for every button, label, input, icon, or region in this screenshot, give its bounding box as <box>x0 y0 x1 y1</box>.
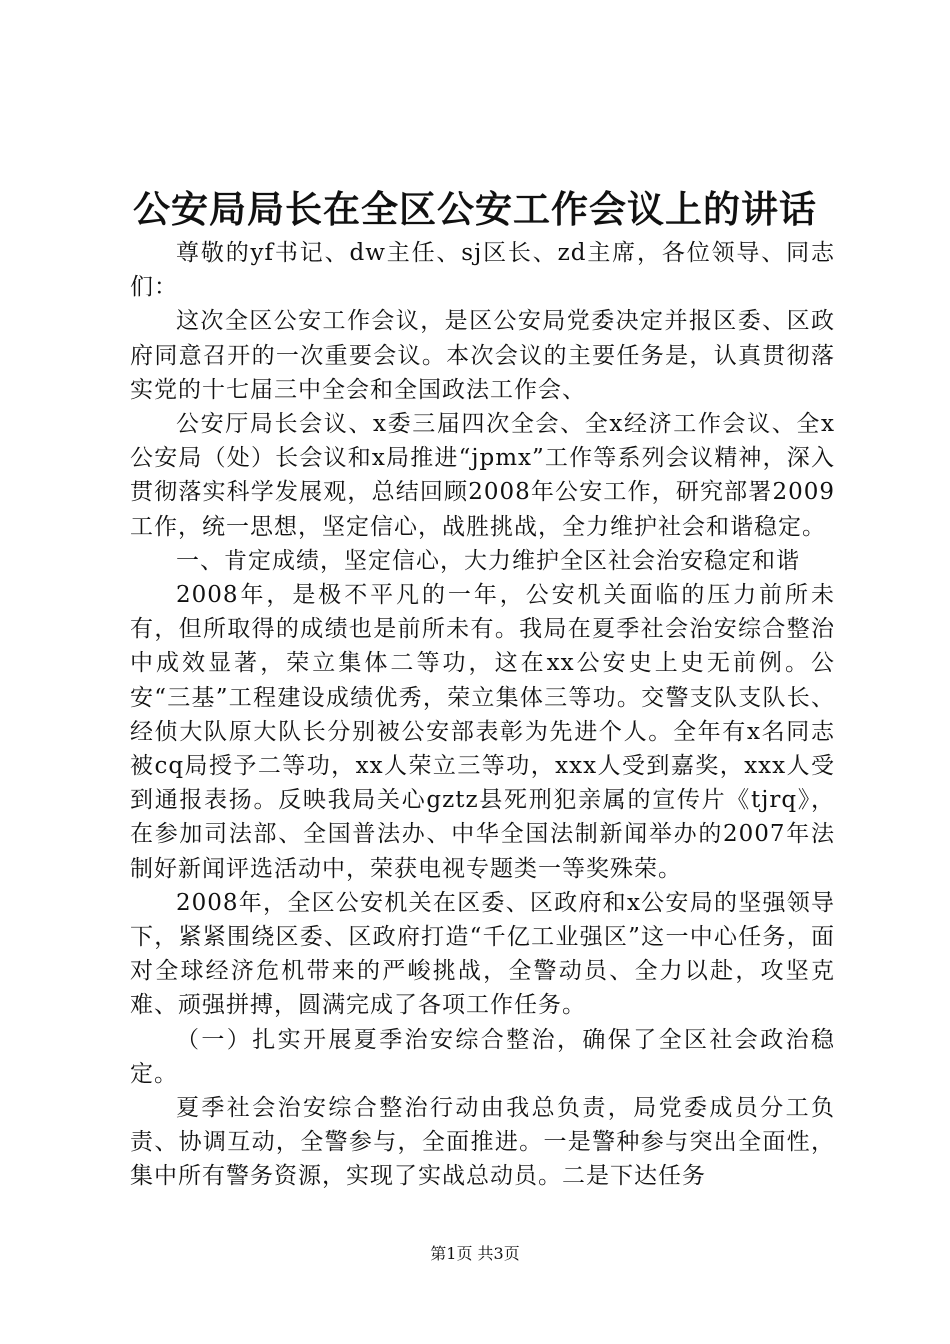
document-title: 公安局局长在全区公安工作会议上的讲话 <box>133 187 817 231</box>
page-footer: 第1页 共3页 <box>430 1244 520 1263</box>
section-heading: 一、肯定成绩，坚定信心，大力维护全区社会治安稳定和谐 <box>176 547 800 574</box>
body-paragraph: 这次全区公安工作会议，是区公安局党委决定并报区委、区政府同意召开的一次重要会议。本次会议的主要任务是，认真贯彻落实党的十七届三中全会和全国政法工作会、 <box>130 308 835 403</box>
document-body <box>130 236 835 1194</box>
body-paragraph: 2008年，是极不平凡的一年，公安机关面临的压力前所未有，但所取得的成绩也是前所未有。我局在夏季社会治安综合整治中成效显著，荣立集体二等功，这在xx公安史上史无前例。公安“三基”工程建设成绩优秀，荣立集体三等功。交警支队支队长、经侦大队原大队长分别被公安部表彰为先进个人。全年有x名同志被cq局授予二等功，xx人荣立三等功，xxx人受到嘉奖，xxx人受到通报表扬。反映我局关心gztz县死刑犯亲属的宣传片《tjrq》，在参加司法部、全国普法办、中华全国法制新闻举办的2007年法制好新闻评选活动中，荣获电视专题类一等奖殊荣。 <box>130 582 835 882</box>
body-paragraph: 夏季社会治安综合整治行动由我总负责，局党委成员分工负责、协调互动，全警参与，全面推进。一是警种参与突出全面性，集中所有警务资源，实现了实战总动员。二是下达任务 <box>130 1095 835 1190</box>
subsection-heading: （一）扎实开展夏季治安综合整治，确保了全区社会政治稳定。 <box>130 1026 835 1087</box>
salutation-paragraph: 尊敬的yf书记、dw主任、sj区长、zd主席，各位领导、同志们： <box>130 240 835 301</box>
body-paragraph: 2008年，全区公安机关在区委、区政府和x公安局的坚强领导下，紧紧围绕区委、区政府打造“千亿工业强区”这一中心任务，面对全球经济危机带来的严峻挑战，全警动员、全力以赴，攻坚克难、顽强拼搏，圆满完成了各项工作任务。 <box>130 889 835 1019</box>
body-paragraph: 公安厅局长会议、x委三届四次全会、全x经济工作会议、全x公安局（处）长会议和x局推进“jpmx”工作等系列会议精神，深入贯彻落实科学发展观，总结回顾2008年公安工作，研究部署2009工作，统一思想，坚定信心，战胜挑战，全力维护社会和谐稳定。 <box>130 411 835 540</box>
